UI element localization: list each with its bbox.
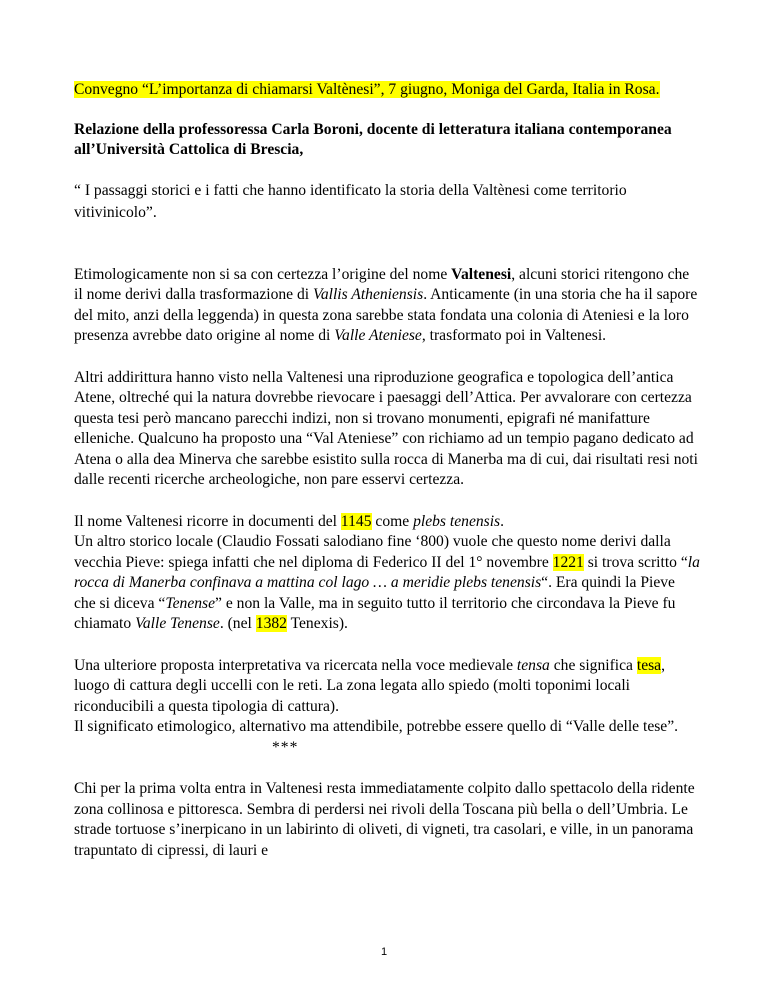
p4-text-2: che significa bbox=[549, 656, 637, 674]
p3-text-5: si trova scritto “ bbox=[583, 553, 688, 571]
p4-text-1: Una ulteriore proposta interpretativa va ricercata nella voce medievale bbox=[74, 656, 517, 674]
paragraph-etimologia bbox=[74, 265, 700, 347]
year-1145-highlight: 1145 bbox=[340, 512, 372, 530]
paragraph-atene: Altri addirittura hanno visto nella Valtenesi una riproduzione geografica e topologica dell’antica Atene, oltreché qui la natura dovrebbe rievocare i paesaggi dell’Attica. Per avvalorare con certezza questa tesi però mancano parecchi indizi, non si trovano monumenti, epigrafi né manifatture elleniche. Qualcuno ha proposto una “Val Ateniese” con richiamo ad un tempio pagano dedicato ad Atena o alla dea Minerva che sarebbe esistito sulla rocca di Manerba ma di cui, dai risultati resi noti dalle recenti ricerche archeologiche, non pare esservi certezza. bbox=[74, 368, 698, 488]
convegno-highlight: Convegno “L’importanza di chiamarsi Valtènesi”, 7 giugno, Moniga del Garda, Italia in Rosa. bbox=[74, 81, 660, 98]
p3-text-6: “. Era quindi la Pieve che si diceva “ bbox=[74, 574, 675, 612]
p3-text-7: ” e non la Valle, ma in seguito tutto il territorio che circondava la Pieve fu chiamato bbox=[74, 594, 676, 632]
p3-italic-valle-tenense: Valle Tenense bbox=[135, 615, 220, 632]
p3-text-1: Il nome Valtenesi ricorre in documenti del bbox=[74, 512, 341, 530]
p3-text-3: . bbox=[500, 512, 505, 530]
p3-italic-citazione: la rocca di Manerba confinava a mattina col lago … a meridie plebs tenensis bbox=[74, 553, 700, 591]
p3-text-8: . (nel bbox=[219, 615, 256, 632]
p1-text-1: Etimologicamente non si sa con certezza l’origine del nome bbox=[74, 265, 452, 283]
tesa-highlight: tesa bbox=[636, 656, 662, 674]
convegno-header bbox=[74, 80, 700, 101]
page-number: 1 bbox=[380, 946, 388, 958]
p3-italic-plebs: plebs tenensis bbox=[413, 512, 501, 530]
paragraph-tensa bbox=[74, 656, 700, 738]
p1-italic-vallis: Vallis Atheniensis bbox=[313, 286, 424, 303]
relazione-author-line: Relazione della professoressa Carla Boroni, docente di letteratura italiana contemporanea all’Università Cattolica di Brescia, bbox=[74, 120, 672, 158]
p4-text-4: Il significato etimologico, alternativo ma attendibile, potrebbe essere quello di “Valle delle tese”. bbox=[74, 718, 679, 735]
year-1382-highlight: 1382 bbox=[255, 615, 287, 632]
p3-italic-tenense: Tenense bbox=[165, 594, 216, 612]
p4-text-3: , luogo di cattura degli uccelli con le reti. La zona legata allo spiedo (molti toponimi locali riconducibili a questa tipologia di cattura). bbox=[74, 656, 666, 715]
section-separator: *** bbox=[272, 738, 299, 756]
document-page bbox=[74, 80, 700, 861]
p3-text-9: Tenexis). bbox=[286, 615, 348, 632]
p4-italic-tensa: tensa bbox=[516, 656, 550, 674]
relazione-title: “ I passaggi storici e i fatti che hanno identificato la storia della Valtènesi come territorio vitivinicolo”. bbox=[74, 181, 627, 221]
paragraph-documenti bbox=[74, 512, 700, 635]
p3-text-4: Un altro storico locale (Claudio Fossati salodiano fine ‘800) vuole che questo nome derivi dalla vecchia Pieve: spiega infatti che nel diploma di Federico II del 1° novembre bbox=[74, 533, 671, 571]
paragraph-paesaggio: Chi per la prima volta entra in Valtenesi resta immediatamente colpito dallo spettacolo della ridente zona collinosa e pittoresca. Sembra di perdersi nei rivoli della Toscana più bella o dell’Umbria. Le strade tortuose s’inerpicano in un labirinto di oliveti, di vigneti, tra casolari, e ville, in un panorama trapuntato di cipressi, di lauri e bbox=[74, 780, 695, 859]
p1-text-2: , alcuni storici ritengono che il nome derivi dalla trasformazione di bbox=[74, 265, 690, 303]
p1-text-4: , trasformato poi in Valtenesi. bbox=[421, 327, 607, 344]
p1-text-3: . Anticamente (in una storia che ha il sapore del mito, anzi della leggenda) in questa zona sarebbe stata fondata una colonia di Ateniesi e la loro presenza avrebbe dato origine al nome di bbox=[74, 286, 698, 344]
p3-text-2: come bbox=[371, 512, 414, 530]
year-1221-highlight: 1221 bbox=[552, 553, 584, 571]
p1-italic-valle-ateniese: Valle Ateniese bbox=[334, 327, 422, 344]
p1-bold-valtenesi: Valtenesi bbox=[451, 265, 512, 283]
